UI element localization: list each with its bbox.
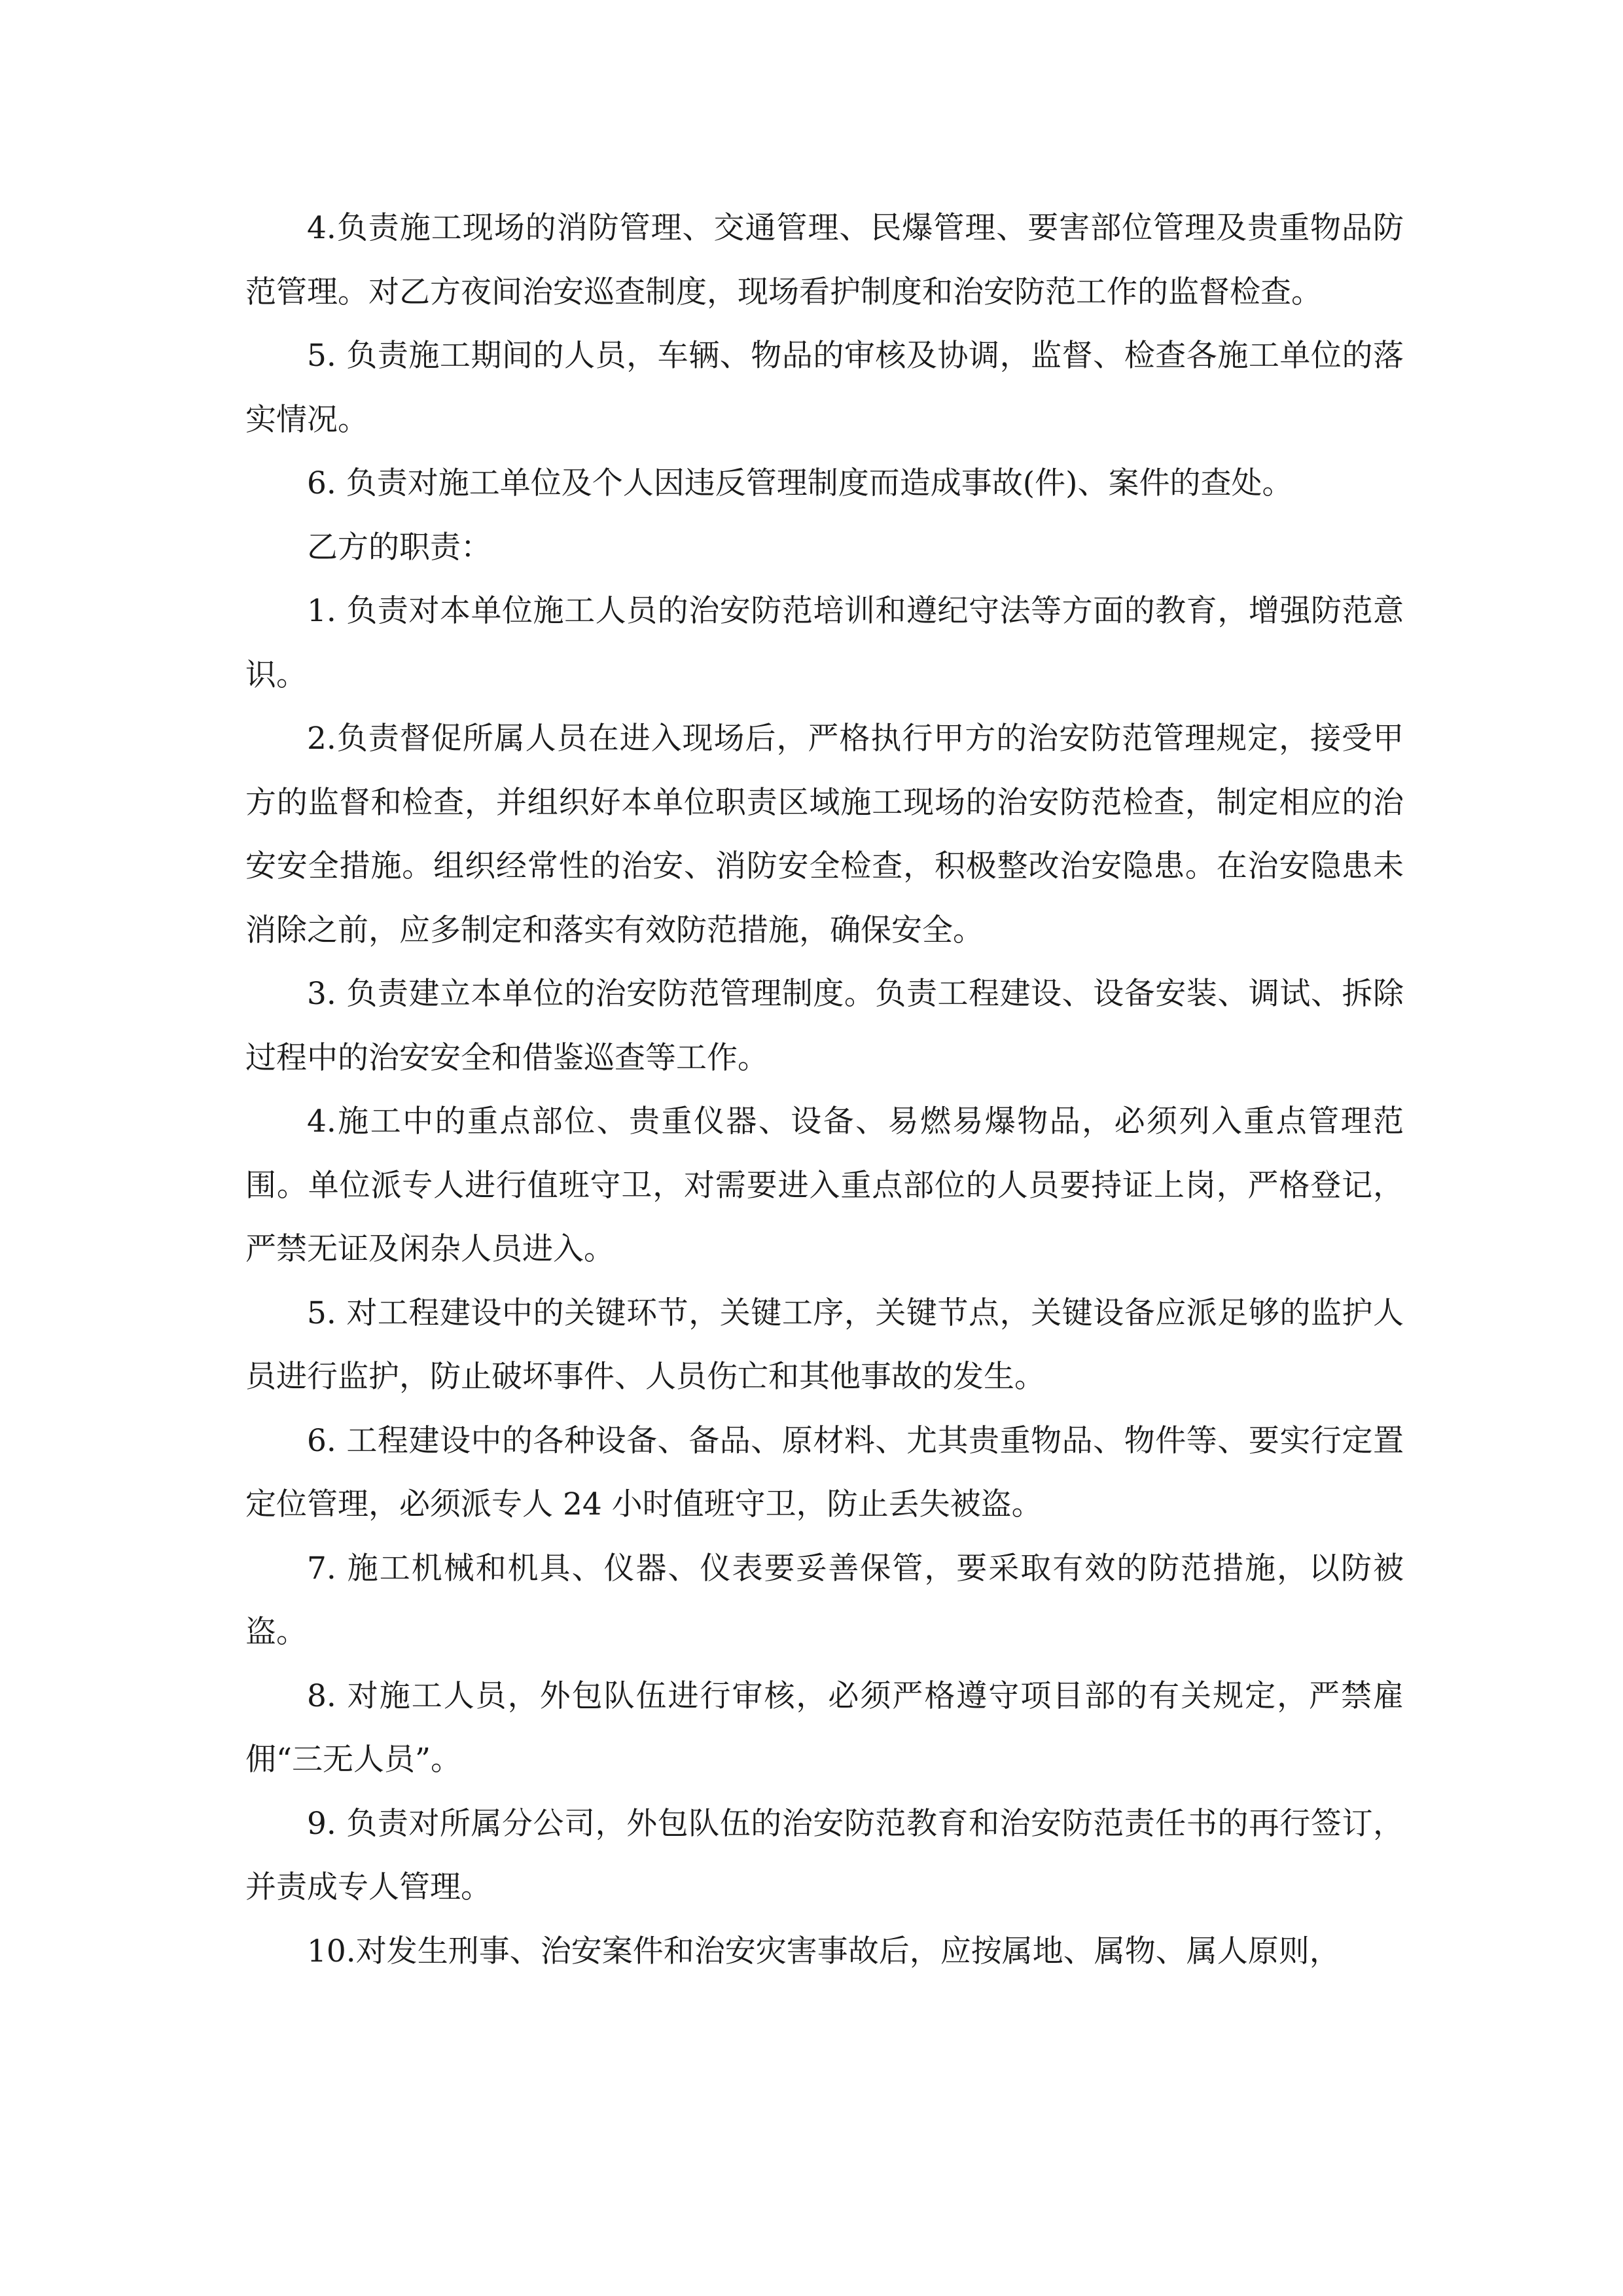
paragraph-yi-4: 4.施工中的重点部位、贵重仪器、设备、易燃易爆物品，必须列入重点管理范围。单位派专人进行值班守卫，对需要进入重点部位的人员要持证上岗，严格登记，严禁无证及闲杂人员进入。 [245,1103,1404,1267]
paragraph-jia-4: 4.负责施工现场的消防管理、交通管理、民爆管理、要害部位管理及贵重物品防范管理。对乙方夜间治安巡查制度，现场看护制度和治安防范工作的监督检查。 [245,210,1404,310]
paragraph-yi-10: 10.对发生刑事、治安案件和治安灾害事故后，应按属地、属物、属人原则， [307,1933,1340,1969]
paragraph-jia-6: 6. 负责对施工单位及个人因违反管理制度而造成事故(件)、案件的查处。 [307,465,1293,501]
paragraph-yi-5: 5. 对工程建设中的关键环节，关键工序，关键节点，关键设备应派足够的监护人员进行监护，防止破坏事件、人员伤亡和其他事故的发生。 [245,1295,1404,1395]
document-body [245,196,1404,1983]
paragraph-yi-2: 2.负责督促所属人员在进入现场后，严格执行甲方的治安防范管理规定，接受甲方的监督和检查，并组织好本单位职责区域施工现场的治安防范检查，制定相应的治安安全措施。组织经常性的治安、消防安全检查，积极整改治安隐患。在治安隐患未消除之前，应多制定和落实有效防范措施，确保安全。 [245,721,1404,948]
paragraph-yi-3: 3. 负责建立本单位的治安防范管理制度。负责工程建设、设备安装、调试、拆除过程中的治安安全和借鉴巡查等工作。 [245,976,1404,1076]
paragraph-yi-9: 9. 负责对所属分公司，外包队伍的治安防范教育和治安防范责任书的再行签订，并责成专人管理。 [245,1805,1404,1905]
paragraph-yi-1: 1. 负责对本单位施工人员的治安防范培训和遵纪守法等方面的教育，增强防范意识。 [245,593,1404,693]
section-heading-yi-duties: 乙方的职责： [307,529,491,565]
paragraph-yi-6: 6. 工程建设中的各种设备、备品、原材料、尤其贵重物品、物件等、要实行定置定位管理，必须派专人 24 小时值班守卫，防止丢失被盗。 [245,1422,1404,1522]
paragraph-yi-7: 7. 施工机械和机具、仪器、仪表要妥善保管，要采取有效的防范措施，以防被盗。 [245,1550,1404,1650]
paragraph-yi-8: 8. 对施工人员，外包队伍进行审核，必须严格遵守项目部的有关规定，严禁雇佣“三无人员”。 [245,1677,1404,1778]
paragraph-jia-5: 5. 负责施工期间的人员，车辆、物品的审核及协调，监督、检查各施工单位的落实情况。 [245,338,1404,438]
